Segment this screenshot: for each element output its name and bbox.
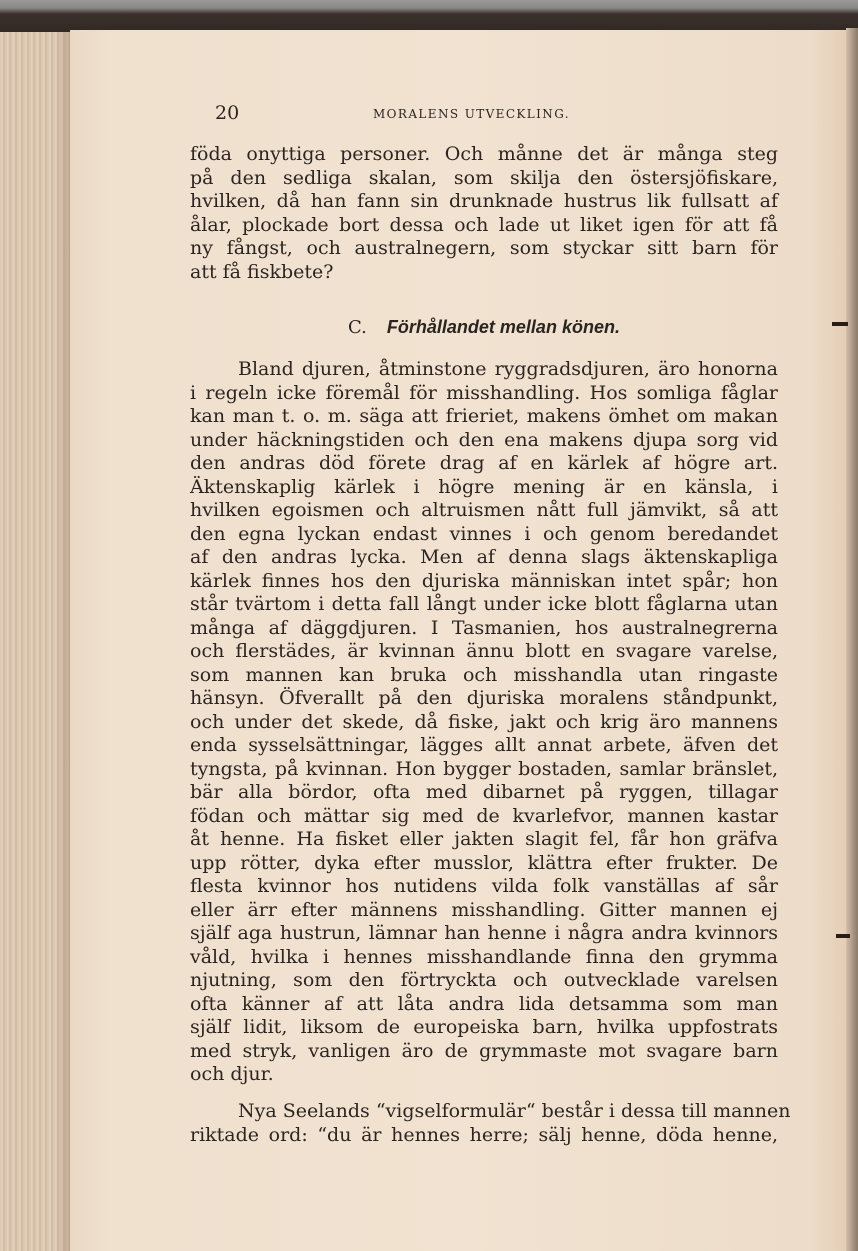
text-line: kan man t. o. m. säga att frieriet, makens ömhet om makan	[190, 405, 778, 427]
page-number: 20	[215, 102, 240, 124]
text-line: Nya Seelands “vigselformulär“ består i dessa till mannen	[238, 1100, 791, 1122]
intro-paragraph	[190, 143, 778, 284]
text-line: själf lidit, liksom de europeiska barn, hvilka uppfostrats	[190, 1016, 778, 1038]
text-line: som mannen kan bruka och misshandla utan ringaste	[190, 663, 778, 686]
text-line: och under det skede, då fiske, jakt och krig äro mannens	[190, 710, 778, 733]
text-line: födan och mättar sig med de kvarlefvor, mannen kastar	[190, 804, 778, 827]
text-line: upp rötter, dyka efter musslor, klättra efter frukter. De	[190, 851, 778, 874]
text-line: den egna lyckan endast vinnes i och genom beredandet	[190, 522, 778, 545]
text-line: hvilken egoismen och altruismen nått full jämvikt, så att	[190, 499, 778, 521]
paragraph-2	[190, 1100, 791, 1147]
book-right-edge	[846, 28, 858, 1251]
text-line: i regeln icke föremål för misshandling. Hos somliga fåglar	[190, 381, 778, 404]
text-line: åt henne. Ha fisket eller jakten slagit fel, får hon gräfva	[190, 828, 778, 850]
section-heading	[190, 314, 778, 341]
text-line: den andras död förete drag af en kärlek af högre art.	[190, 452, 778, 474]
text-line: själf aga hustrun, lämnar han henne i några andra kvinnors	[190, 922, 778, 944]
text-line: af den andras lycka. Men af denna slags äktenskapliga	[190, 546, 778, 568]
text-line: eller ärr efter männens misshandling. Gitter mannen ej	[190, 898, 778, 921]
text-line: ålar, plockade bort dessa och lade ut liket igen för att få	[190, 213, 778, 236]
text-line: våld, hvilka i hennes misshandlande finna den grymma	[190, 945, 778, 968]
text-line: hvilken, då han fann sin drunknade hustrus lik fullsatt af	[190, 190, 778, 212]
text-line: med stryk, vanligen äro de grymmaste mot svagare barn	[190, 1039, 778, 1062]
section-title: Förhållandet mellan könen.	[386, 317, 620, 337]
text-line: står tvärtom i detta fall långt under icke blott fåglarna utan	[190, 593, 778, 615]
text-line: riktade ord: “du är hennes herre; sälj henne, döda henne,	[190, 1123, 778, 1146]
text-line: många af däggdjuren. I Tasmanien, hos australnegrerna	[190, 616, 778, 639]
text-line: att få fiskbete?	[190, 260, 334, 283]
text-line: och djur.	[190, 1063, 274, 1085]
text-line: njutning, som den förtryckta och outvecklade varelsen	[190, 969, 778, 991]
page-tab-mark	[836, 934, 850, 938]
paragraph-1	[190, 358, 778, 1087]
running-head-title: MORALENS UTVECKLING.	[373, 107, 570, 121]
running-head	[190, 98, 610, 128]
text-line: ny fångst, och australnegern, som styckar sitt barn för	[190, 237, 778, 259]
text-line: enda sysselsättningar, lägges allt annat arbete, äfven det	[190, 734, 778, 756]
text-line: på den sedliga skalan, som skilja den östersjöfiskare,	[190, 166, 778, 189]
text-line: Äktenskaplig kärlek i högre mening är en känsla, i	[190, 475, 778, 498]
text-line: kärlek finnes hos den djuriska människan intet spår; hon	[190, 569, 778, 592]
text-line: och flerstädes, är kvinnan ännu blott en svagare varelse,	[190, 640, 778, 662]
text-line: hänsyn. Öfverallt på den djuriska moralens ståndpunkt,	[190, 687, 778, 709]
text-line: Bland djuren, åtminstone ryggradsdjuren, äro honorna	[238, 358, 778, 380]
page-tab-mark	[832, 322, 848, 326]
text-line: ofta känner af att låta andra lida detsamma som man	[190, 992, 778, 1015]
text-line: flesta kvinnor hos nutidens vilda folk vanställas af sår	[190, 875, 778, 897]
section-letter: C.	[348, 317, 367, 338]
text-line: bär alla bördor, ofta med dibarnet på ryggen, tillagar	[190, 781, 778, 803]
text-line: föda onyttiga personer. Och månne det är många steg	[190, 143, 778, 165]
text-line: tyngsta, på kvinnan. Hon bygger bostaden, samlar bränslet,	[190, 757, 778, 780]
text-line: under häckningstiden och den ena makens djupa sorg vid	[190, 428, 778, 451]
